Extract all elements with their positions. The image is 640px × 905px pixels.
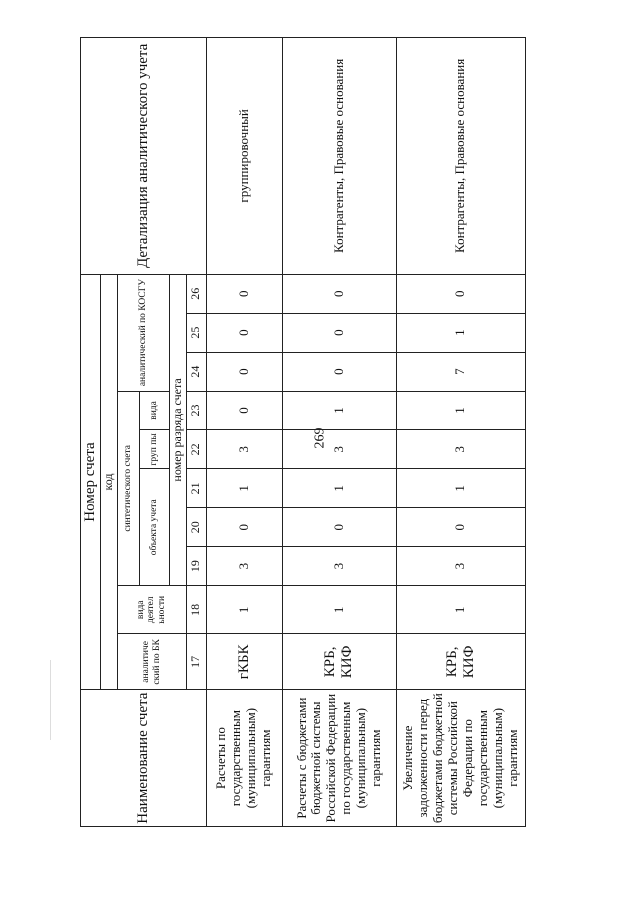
digit-22: 22 — [186, 430, 206, 469]
row-digit-20: 0 — [396, 508, 525, 547]
row-digit-19: 3 — [282, 547, 396, 586]
rotated-table-container — [80, 37, 520, 827]
account-register-table — [80, 37, 526, 827]
row-digit-24: 0 — [282, 352, 396, 391]
row-digit-24: 7 — [396, 352, 525, 391]
scan-artifact-line — [50, 660, 51, 740]
row-digit-18: 1 — [282, 586, 396, 634]
row-digit-24: 0 — [206, 352, 282, 391]
row-digit-25: 1 — [396, 313, 525, 352]
digit-20: 20 — [186, 508, 206, 547]
header-code: код — [101, 274, 118, 690]
row-account-name: Увеличение задолженности перед бюджетами бюджетной системы Российской Федерации по государственным (муниципальным) гарантиям — [396, 690, 525, 827]
digit-24: 24 — [186, 352, 206, 391]
row-digit-20: 0 — [206, 508, 282, 547]
row-digit-18: 1 — [206, 586, 282, 634]
row-bk-code: гКБК — [206, 634, 282, 690]
header-row-account-number — [81, 38, 101, 827]
table-row — [282, 38, 396, 827]
header-kosgu: аналитический по КОСГУ — [118, 274, 170, 391]
header-accounting-object: объекта учета — [140, 469, 170, 586]
header-group: груп пы — [140, 430, 170, 469]
header-account-number: Номер счета — [81, 274, 101, 690]
row-detail: группировочный — [206, 38, 282, 275]
row-digit-23: 1 — [282, 391, 396, 430]
row-bk-code: КРБ, КИФ — [282, 634, 396, 690]
row-bk-code: КРБ, КИФ — [396, 634, 525, 690]
digit-26: 26 — [186, 274, 206, 313]
row-digit-19: 3 — [206, 547, 282, 586]
header-analytic-bk: аналитиче ский по БК — [118, 634, 187, 690]
row-digit-25: 0 — [282, 313, 396, 352]
row-digit-18: 1 — [396, 586, 525, 634]
row-digit-23: 1 — [396, 391, 525, 430]
row-digit-20: 0 — [282, 508, 396, 547]
row-digit-19: 3 — [396, 547, 525, 586]
row-digit-23: 0 — [206, 391, 282, 430]
row-digit-21: 1 — [206, 469, 282, 508]
row-digit-25: 0 — [206, 313, 282, 352]
header-kind: вида — [140, 391, 170, 430]
row-detail: Контрагенты, Правовые основания — [282, 38, 396, 275]
table-row — [396, 38, 525, 827]
row-digit-21: 1 — [396, 469, 525, 508]
row-digit-22: 3 — [396, 430, 525, 469]
row-account-name: Расчеты с бюджетами бюджетной системы Российской Федерации по государственным (муниципальным) гарантиям — [282, 690, 396, 827]
row-account-name: Расчеты по государственным (муниципальным) гарантиям — [206, 690, 282, 827]
header-digit-number: номер разряда счета — [170, 274, 187, 585]
row-digit-21: 1 — [282, 469, 396, 508]
row-digit-26: 0 — [282, 274, 396, 313]
digit-19: 19 — [186, 547, 206, 586]
account-table-frame — [80, 37, 520, 827]
digit-18: 18 — [186, 586, 206, 634]
row-digit-26: 0 — [396, 274, 525, 313]
header-activity-type: вида деятел ьности — [118, 586, 187, 634]
row-digit-22: 3 — [206, 430, 282, 469]
header-name: Наименование счета — [81, 690, 207, 827]
digit-25: 25 — [186, 313, 206, 352]
digit-23: 23 — [186, 391, 206, 430]
digit-21: 21 — [186, 469, 206, 508]
page-number: 269 — [312, 427, 327, 449]
row-digit-22: 3 — [282, 430, 396, 469]
header-detail: Детализация аналитического учета — [81, 38, 207, 275]
row-digit-26: 0 — [206, 274, 282, 313]
digit-17: 17 — [186, 634, 206, 690]
table-row — [206, 38, 282, 827]
header-synthetic: синтетического счета — [118, 391, 140, 586]
row-detail: Контрагенты, Правовые основания — [396, 38, 525, 275]
